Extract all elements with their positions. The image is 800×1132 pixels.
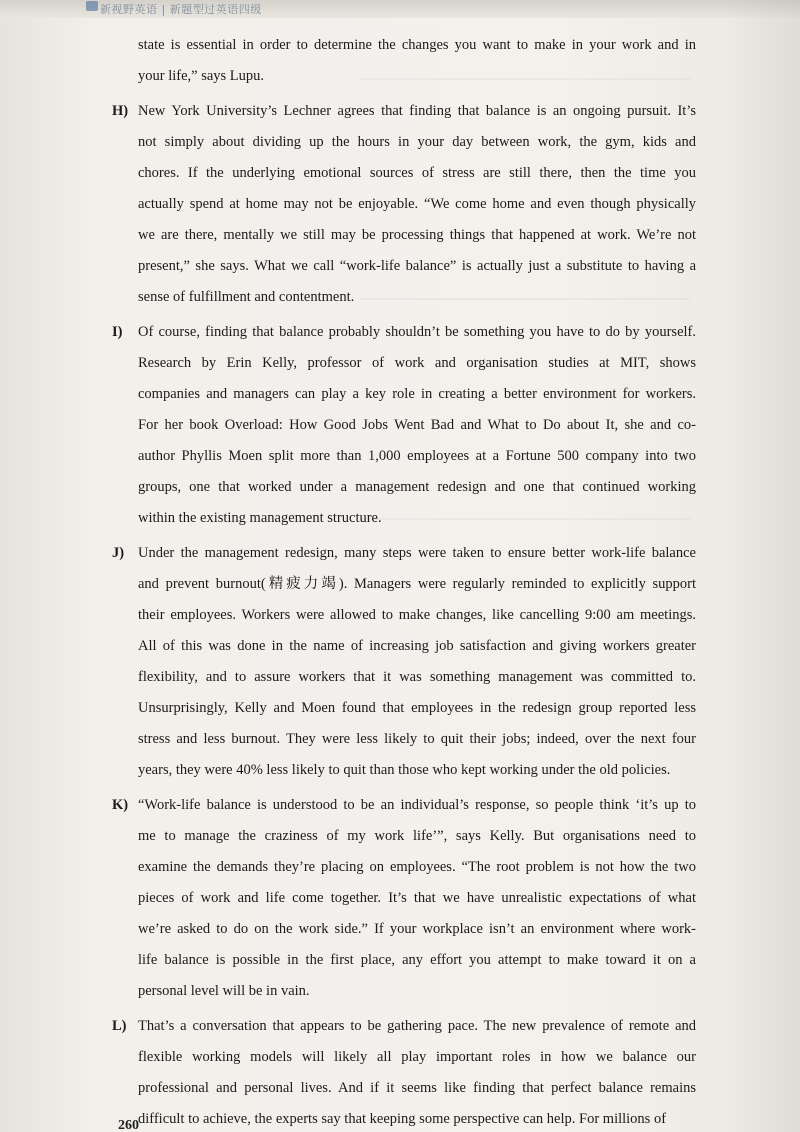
text-line: and prevent burnout(精疲力竭). Managers were regularly reminded to explicitly support [138, 576, 696, 592]
text-line: not simply about dividing up the hours in your day between work, the gym, kids and [138, 134, 696, 150]
text-line: stress and less burnout. They were less likely to quit their jobs; indeed, over the next four [138, 731, 696, 747]
text-line: state is essential in order to determine the changes you want to make in your work and in [138, 37, 696, 53]
text-line: sense of fulfillment and contentment. [138, 289, 355, 305]
text-line: author Phyllis Moen split more than 1,000 employees at a Fortune 500 company into two [138, 448, 696, 464]
running-header [0, 0, 800, 18]
text-line: within the existing management structure. [138, 510, 382, 526]
text-line: your life,” says Lupu. [138, 68, 265, 84]
text-line: pieces of work and life come together. It’s that we have unrealistic expectations of what [138, 890, 696, 906]
text-line: we are there, mentally we still may be processing things that happened at work. We’re not [138, 227, 696, 243]
paragraph-label: I) [112, 324, 123, 340]
text-line: That’s a conversation that appears to be gathering pace. The new prevalence of remote and [138, 1018, 696, 1034]
page-edge-shadow [726, 0, 800, 1132]
header-title: 新视野英语 | 新题型过英语四级 [100, 3, 262, 16]
page-number: 260 [118, 1118, 139, 1132]
text-line: present,” she says. What we call “work-life balance” is actually just a substitute to having a [138, 258, 696, 274]
text-line: flexibility, and to assure workers that it was something management was committed to. [138, 669, 696, 685]
text-line: their employees. Workers were allowed to make changes, like cancelling 9:00 am meetings. [138, 607, 696, 623]
text-line: examine the demands they’re placing on employees. “The root problem is not how the two [138, 859, 696, 875]
text-line: professional and personal lives. And if it seems like finding that perfect balance remains [138, 1080, 696, 1096]
paragraph [112, 1011, 696, 1132]
paragraph [112, 96, 696, 313]
text-line: groups, one that worked under a management redesign and one that continued working [138, 479, 696, 495]
text-line: actually spend at home may not be enjoyable. “We come home and even though physically [138, 196, 696, 212]
text-line: years, they were 40% less likely to quit than those who kept working under the old policies. [138, 762, 671, 778]
text-line: we’re asked to do on the work side.” If your workplace isn’t an environment where work- [138, 921, 696, 937]
publisher-logo-icon [86, 1, 98, 11]
paragraph-label: K) [112, 797, 129, 813]
paragraph-label: J) [112, 545, 125, 561]
paragraph [112, 317, 696, 534]
body-text [112, 30, 696, 1132]
text-line: New York University’s Lechner agrees that finding that balance is an ongoing pursuit. It’s [138, 103, 696, 119]
text-line: difficult to achieve, the experts say that keeping some perspective can help. For millions of [138, 1111, 667, 1127]
text-line: companies and managers can play a key role in creating a better environment for workers. [138, 386, 696, 402]
text-line: me to manage the craziness of my work life’”, says Kelly. But organisations need to [138, 828, 696, 844]
text-line: Research by Erin Kelly, professor of work and organisation studies at MIT, shows [138, 355, 696, 371]
text-line: For her book Overload: How Good Jobs Went Bad and What to Do about It, she and co- [138, 417, 696, 433]
paragraph-label: H) [112, 103, 129, 119]
paragraph [112, 790, 696, 1007]
paragraph [112, 30, 696, 92]
text-line: All of this was done in the name of increasing job satisfaction and giving workers greater [138, 638, 696, 654]
paragraph [112, 538, 696, 786]
text-line: Of course, finding that balance probably shouldn’t be something you have to do by yourself. [138, 324, 696, 340]
text-line: flexible working models will likely all play important roles in how we balance our [138, 1049, 696, 1065]
text-line: life balance is possible in the first place, any effort you attempt to make toward it on a [138, 952, 696, 968]
text-line: Under the management redesign, many steps were taken to ensure better work-life balance [138, 545, 696, 561]
text-line: personal level will be in vain. [138, 983, 310, 999]
text-line: “Work-life balance is understood to be an individual’s response, so people think ‘it’s up to [138, 797, 696, 813]
text-line: chores. If the underlying emotional sources of stress are still there, then the time you [138, 165, 696, 181]
paragraph-label: L) [112, 1018, 127, 1034]
text-line: Unsurprisingly, Kelly and Moen found that employees in the redesign group reported less [138, 700, 696, 716]
